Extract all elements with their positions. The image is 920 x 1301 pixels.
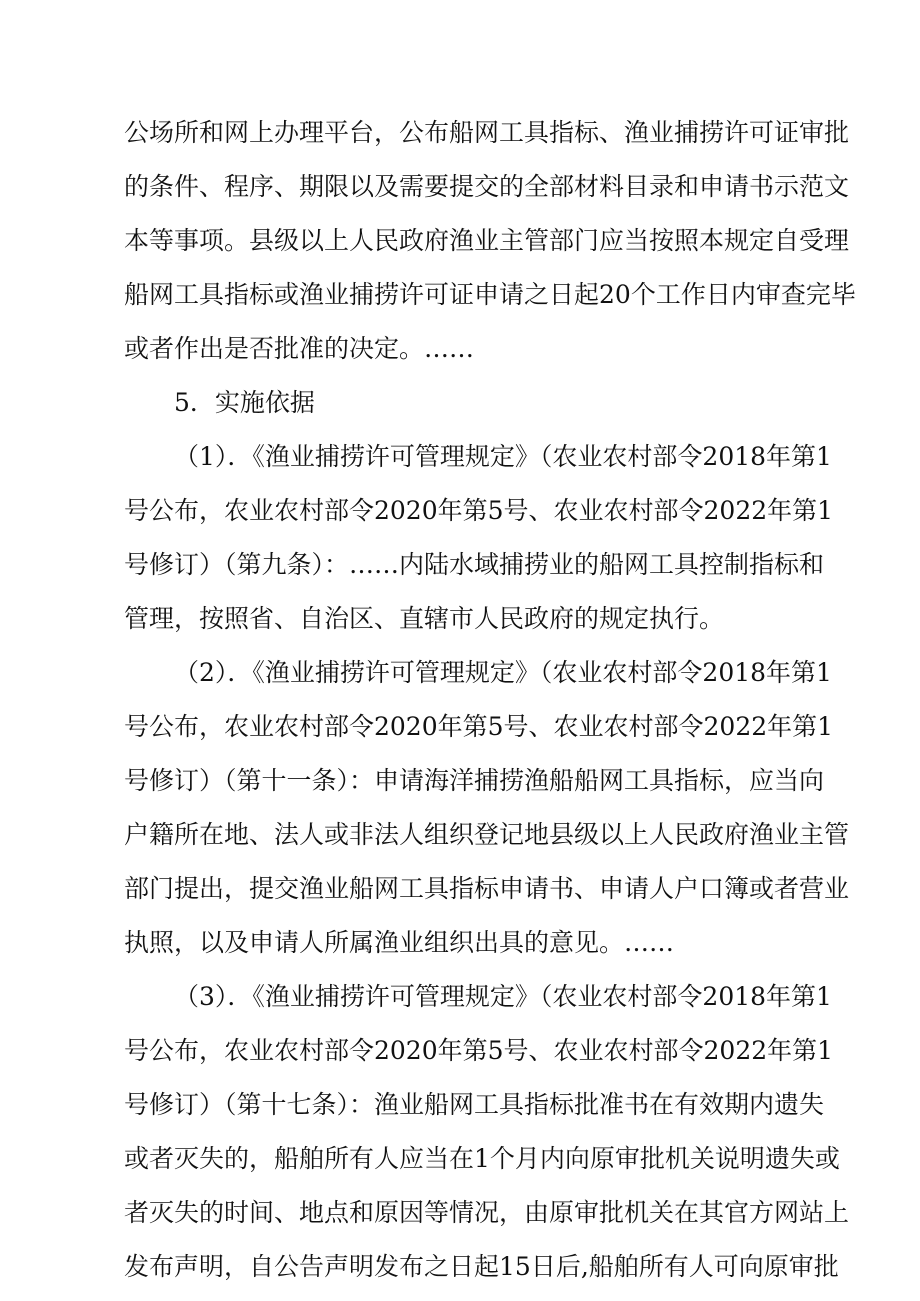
intro-line: 或者作出是否批准的决定。……: [124, 334, 475, 363]
clause-1-line: 号公布，农业农村部令2020年第5号、农业农村部令2022年第1: [124, 496, 834, 525]
clause-3-line: 号公布，农业农村部令2020年第5号、农业农村部令2022年第1: [124, 1036, 834, 1065]
intro-line: 本等事项。县级以上人民政府渔业主管部门应当按照本规定自受理: [124, 226, 850, 255]
intro-line: 船网工具指标或渔业捕捞许可证申请之日起20个工作日内审查完毕: [124, 280, 856, 309]
clause-2-line: 执照，以及申请人所属渔业组织出具的意见。……: [124, 928, 675, 957]
clause-2-line: 号修订）（第十一条）：申请海洋捕捞渔船船网工具指标，应当向: [124, 766, 825, 795]
clause-2-line: 户籍所在地、法人或非法人组织登记地县级以上人民政府渔业主管: [124, 820, 850, 849]
clause-2-line: （2）．《渔业捕捞许可管理规定》（农业农村部令2018年第1: [174, 658, 832, 687]
clause-1-line: 号修订）（第九条）：……内陆水域捕捞业的船网工具控制指标和: [124, 550, 825, 579]
clause-3-line: 号修订）（第十七条）：渔业船网工具指标批准书在有效期内遗失: [124, 1090, 825, 1119]
clause-3-line: （3）．《渔业捕捞许可管理规定》（农业农村部令2018年第1: [174, 982, 832, 1011]
intro-line: 的条件、程序、期限以及需要提交的全部材料目录和申请书示范文: [124, 172, 850, 201]
clause-1-line: （1）．《渔业捕捞许可管理规定》（农业农村部令2018年第1: [174, 442, 832, 471]
intro-line: 公场所和网上办理平台，公布船网工具指标、渔业捕捞许可证审批: [124, 118, 850, 147]
clause-2-line: 号公布，农业农村部令2020年第5号、农业农村部令2022年第1: [124, 712, 834, 741]
clause-3-line: 者灭失的时间、地点和原因等情况，由原审批机关在其官方网站上: [124, 1198, 850, 1227]
clause-3-line: 发布声明，自公告声明发布之日起15日后,船舶所有人可向原审批: [124, 1252, 839, 1281]
clause-2-line: 部门提出，提交渔业船网工具指标申请书、申请人户口簿或者营业: [124, 874, 850, 903]
clause-1-line: 管理，按照省、自治区、直辖市人民政府的规定执行。: [124, 604, 725, 633]
clause-3-line: 或者灭失的，船舶所有人应当在1个月内向原审批机关说明遗失或: [124, 1144, 840, 1173]
section-heading: 5．实施依据: [174, 388, 315, 417]
